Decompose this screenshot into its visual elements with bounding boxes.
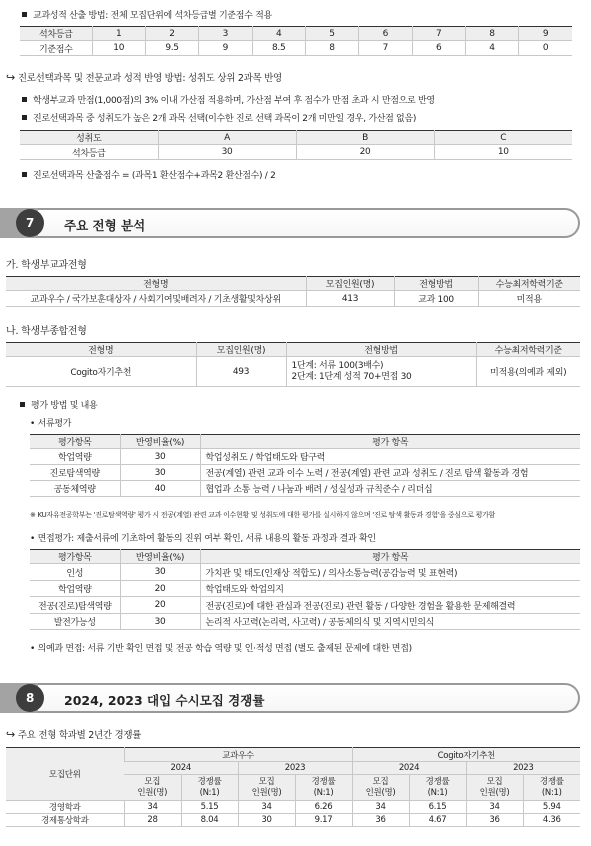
select-text: 진로선택과목 중 성취도가 높은 2개 과목 선택(이수한 진로 선택 과목이 2개 미만일 경우, 가산점 없음)	[33, 114, 417, 124]
track-min: 미적용	[478, 291, 580, 307]
value-cell: 28	[124, 814, 181, 827]
year-header: 2023	[238, 762, 352, 775]
count-header-l1: 모집	[486, 776, 503, 787]
count-header-l1: 모집	[372, 776, 389, 787]
count-header-l2: 인원(명)	[479, 787, 510, 798]
item-detail: 가치관 및 태도(인재상 적합도) / 의사소통능력(공감능력 및 표현력)	[200, 564, 580, 581]
ach-level: C	[434, 131, 572, 145]
year-header: 2024	[352, 762, 466, 775]
table-row	[30, 465, 580, 481]
interview-heading	[30, 531, 376, 544]
value-cell: 5.94	[523, 801, 580, 814]
rate-header	[295, 775, 352, 801]
ach-level: A	[158, 131, 296, 145]
score-cell: 10	[92, 41, 145, 56]
ach-grade-label: 석차등급	[20, 145, 158, 160]
item-name: 발전가능성	[30, 614, 120, 630]
track-method: 교과 100	[394, 291, 478, 307]
doc-eval-heading	[30, 416, 71, 429]
col-header: 반영비율(%)	[120, 550, 200, 564]
score-cell: 9	[199, 41, 252, 56]
item-ratio: 30	[120, 614, 200, 630]
track-name: 교과우수 / 국가보훈대상자 / 사회기여및배려자 / 기초생활및차상위	[6, 291, 306, 307]
eval-heading-text: 평가 방법 및 내용	[31, 401, 98, 411]
ach-value: 30	[158, 145, 296, 160]
dot-bullet-icon: •	[30, 419, 36, 429]
score-cell: 9.5	[145, 41, 198, 56]
col-header: 평가항목	[30, 550, 120, 564]
col-header: 전형명	[6, 277, 306, 291]
value-cell: 34	[124, 801, 181, 814]
comprehensive-track-table	[6, 342, 580, 387]
competition-table	[6, 747, 580, 827]
grade-cell: 9	[519, 27, 572, 41]
value-cell: 4.67	[409, 814, 466, 827]
item-name: 인성	[30, 564, 120, 581]
col-header: 전형명	[6, 343, 196, 357]
select-bullet	[22, 111, 416, 124]
rate-header-l1: 경쟁률	[197, 776, 222, 787]
col-header: 반영비율(%)	[120, 435, 200, 449]
table-row	[6, 801, 580, 814]
score-cell: 8.5	[252, 41, 305, 56]
rate-header-l2: (N:1)	[427, 787, 448, 798]
year-header: 2024	[124, 762, 238, 775]
track-min: 미적용(의예과 제외)	[476, 357, 580, 387]
year-header: 2023	[466, 762, 580, 775]
score-row-label: 기준점수	[20, 41, 92, 56]
rate-header-l1: 경쟁률	[539, 776, 564, 787]
item-name: 진로탐색역량	[30, 465, 120, 481]
section-7-banner	[10, 208, 580, 238]
col-header: 수능최저학력기준	[478, 277, 580, 291]
table-row	[30, 449, 580, 465]
achievement-table	[20, 130, 572, 160]
count-header	[466, 775, 523, 801]
item-ratio: 30	[120, 449, 200, 465]
ach-level: B	[296, 131, 434, 145]
square-bullet-icon	[22, 12, 27, 17]
elective-subheading	[6, 70, 282, 84]
group-header: 교과우수	[124, 748, 352, 762]
bonus-bullet	[22, 93, 435, 106]
value-cell: 36	[466, 814, 523, 827]
col-header: 모집인원(명)	[306, 277, 394, 291]
rate-header	[523, 775, 580, 801]
item-ratio: 40	[120, 481, 200, 497]
eval-heading	[20, 398, 97, 411]
count-header-l1: 모집	[144, 776, 161, 787]
ach-value: 20	[296, 145, 434, 160]
value-cell: 9.17	[295, 814, 352, 827]
square-bullet-icon	[22, 172, 27, 177]
col-header: 평가항목	[30, 435, 120, 449]
elective-subheading-text: 진로선택과목 및 전문교과 성적 반영 방법: 성취도 상위 2과목 반영	[17, 73, 282, 84]
grade-method-text: 교과성적 산출 방법: 전체 모집단위에 석차등급별 기준점수 적용	[33, 11, 272, 21]
grade-cell: 2	[145, 27, 198, 41]
document-eval-table	[30, 434, 580, 497]
medical-interview-note-text: 의예과 면접: 서류 기반 확인 면접 및 전공 학습 역량 및 인·적성 면접 (별도 출제된 문제에 대한 면접)	[37, 644, 412, 654]
value-cell: 4.36	[523, 814, 580, 827]
track-method	[286, 357, 476, 387]
item-ratio: 30	[120, 564, 200, 581]
subsection-b-title: 나. 학생부종합전형	[6, 326, 87, 337]
doc-eval-note: ※ KU자유전공학부는 '진로탐색역량' 평가 시 전공(계열) 관련 교과 이수현황 및 성취도에 대한 평가를 실시하지 않으며 '진로 탐색 활동과 경험'을 중심으로 평가함	[30, 511, 495, 519]
rate-header-l1: 경쟁률	[425, 776, 450, 787]
ach-value: 10	[434, 145, 572, 160]
col-header: 모집인원(명)	[196, 343, 286, 357]
count-header-l2: 인원(명)	[137, 787, 168, 798]
square-bullet-icon	[20, 402, 25, 407]
table-row	[30, 481, 580, 497]
col-header: 전형방법	[286, 343, 476, 357]
value-cell: 34	[238, 801, 295, 814]
table-row	[30, 614, 580, 630]
item-name: 학업역량	[30, 581, 120, 597]
section-8-number: 8	[16, 684, 44, 712]
value-cell: 36	[352, 814, 409, 827]
item-ratio: 20	[120, 597, 200, 614]
section-7-number: 7	[16, 209, 44, 237]
grade-cell: 8	[465, 27, 518, 41]
square-bullet-icon	[22, 115, 27, 120]
unit-header: 모집단위	[6, 748, 124, 801]
item-detail: 전공(진로)에 대한 관심과 전공(진로) 관련 활동 / 다양한 경험을 활용한 문제해결력	[200, 597, 580, 614]
count-header	[352, 775, 409, 801]
col-header: 전형방법	[394, 277, 478, 291]
count-header	[238, 775, 295, 801]
score-cell: 8	[305, 41, 358, 56]
count-header-l2: 인원(명)	[365, 787, 396, 798]
formula-text: 진로선택과목 산출점수 = (과목1 환산점수+과목2 환산점수) / 2	[33, 171, 276, 181]
item-detail: 학업성취도 / 학업태도와 탐구력	[200, 449, 580, 465]
value-cell: 30	[238, 814, 295, 827]
item-name: 전공(진로)탐색역량	[30, 597, 120, 614]
square-bullet-icon	[22, 97, 27, 102]
track-count: 413	[306, 291, 394, 307]
grade-cell: 1	[92, 27, 145, 41]
grade-row-label: 석차등급	[20, 27, 92, 41]
item-detail: 학업태도와 학업의지	[200, 581, 580, 597]
table-row	[30, 597, 580, 614]
section-8-title: 2024, 2023 대입 수시모집 경쟁률	[64, 693, 265, 708]
item-detail: 협업과 소통 능력 / 나눔과 배려 / 성실성과 규칙준수 / 리더십	[200, 481, 580, 497]
grade-method-bullet	[22, 8, 272, 21]
item-name: 공동체역량	[30, 481, 120, 497]
unit-name: 경영학과	[6, 801, 124, 814]
competition-subheading	[6, 727, 141, 741]
value-cell: 34	[466, 801, 523, 814]
grade-cell: 5	[305, 27, 358, 41]
dot-bullet-icon: •	[30, 644, 36, 654]
item-ratio: 30	[120, 465, 200, 481]
value-cell: 34	[352, 801, 409, 814]
rate-header	[409, 775, 466, 801]
subsection-a-title: 가. 학생부교과전형	[6, 260, 87, 271]
count-header-l1: 모집	[258, 776, 275, 787]
col-header: 평가 항목	[200, 550, 580, 564]
bonus-text: 학생부교과 만점(1,000점)의 3% 이내 가산점 적용하며, 가산점 부여 후 점수가 만점 초과 시 만점으로 반영	[33, 96, 435, 106]
rate-header-l2: (N:1)	[541, 787, 562, 798]
formula-bullet	[22, 168, 276, 181]
score-cell: 6	[412, 41, 465, 56]
item-detail: 전공(계열) 관련 교과 이수 노력 / 전공(계열) 관련 교과 성취도 / 진로 탐색 활동과 경험	[200, 465, 580, 481]
grade-cell: 4	[252, 27, 305, 41]
doc-eval-heading-text: 서류평가	[37, 419, 72, 429]
rate-header-l2: (N:1)	[199, 787, 220, 798]
table-row	[30, 564, 580, 581]
table-row	[30, 581, 580, 597]
section-7-title: 주요 전형 분석	[64, 218, 146, 233]
value-cell: 6.15	[409, 801, 466, 814]
rate-header-l1: 경쟁률	[311, 776, 336, 787]
rate-header-l2: (N:1)	[313, 787, 334, 798]
item-ratio: 20	[120, 581, 200, 597]
subject-track-table	[6, 276, 580, 307]
grade-score-table	[20, 26, 572, 56]
table-row	[6, 814, 580, 827]
score-cell: 4	[465, 41, 518, 56]
competition-subheading-text: 주요 전형 학과별 2년간 경쟁률	[17, 730, 142, 741]
group-header: Cogito자기추천	[352, 748, 580, 762]
count-header-l2: 인원(명)	[251, 787, 282, 798]
interview-eval-table	[30, 549, 580, 630]
ach-row-label: 성취도	[20, 131, 158, 145]
rate-header	[181, 775, 238, 801]
dot-bullet-icon: •	[30, 534, 36, 544]
value-cell: 8.04	[181, 814, 238, 827]
track-method-step2: 2단계: 1단계 성적 70+면접 30	[291, 371, 412, 382]
count-header	[124, 775, 181, 801]
item-detail: 논리적 사고력(논리력, 사고력) / 공동체의식 및 지역시민의식	[200, 614, 580, 630]
track-count: 493	[196, 357, 286, 387]
score-cell: 0	[519, 41, 572, 56]
score-cell: 7	[359, 41, 412, 56]
medical-interview-note	[30, 641, 412, 654]
interview-heading-text: 면접평가: 제출서류에 기초하여 활동의 진위 여부 확인, 서류 내용의 활동 과정과 결과 확인	[37, 534, 376, 544]
grade-cell: 6	[359, 27, 412, 41]
arrow-bullet-icon: ↪	[6, 71, 15, 84]
grade-cell: 7	[412, 27, 465, 41]
grade-cell: 3	[199, 27, 252, 41]
unit-name: 경제통상학과	[6, 814, 124, 827]
col-header: 수능최저학력기준	[476, 343, 580, 357]
value-cell: 6.26	[295, 801, 352, 814]
track-name: Cogito자기추천	[6, 357, 196, 387]
value-cell: 5.15	[181, 801, 238, 814]
item-name: 학업역량	[30, 449, 120, 465]
col-header: 평가 항목	[200, 435, 580, 449]
track-method-step1: 1단계: 서류 100(3배수)	[291, 360, 384, 371]
arrow-bullet-icon: ↪	[6, 728, 15, 741]
section-8-banner	[10, 683, 580, 713]
